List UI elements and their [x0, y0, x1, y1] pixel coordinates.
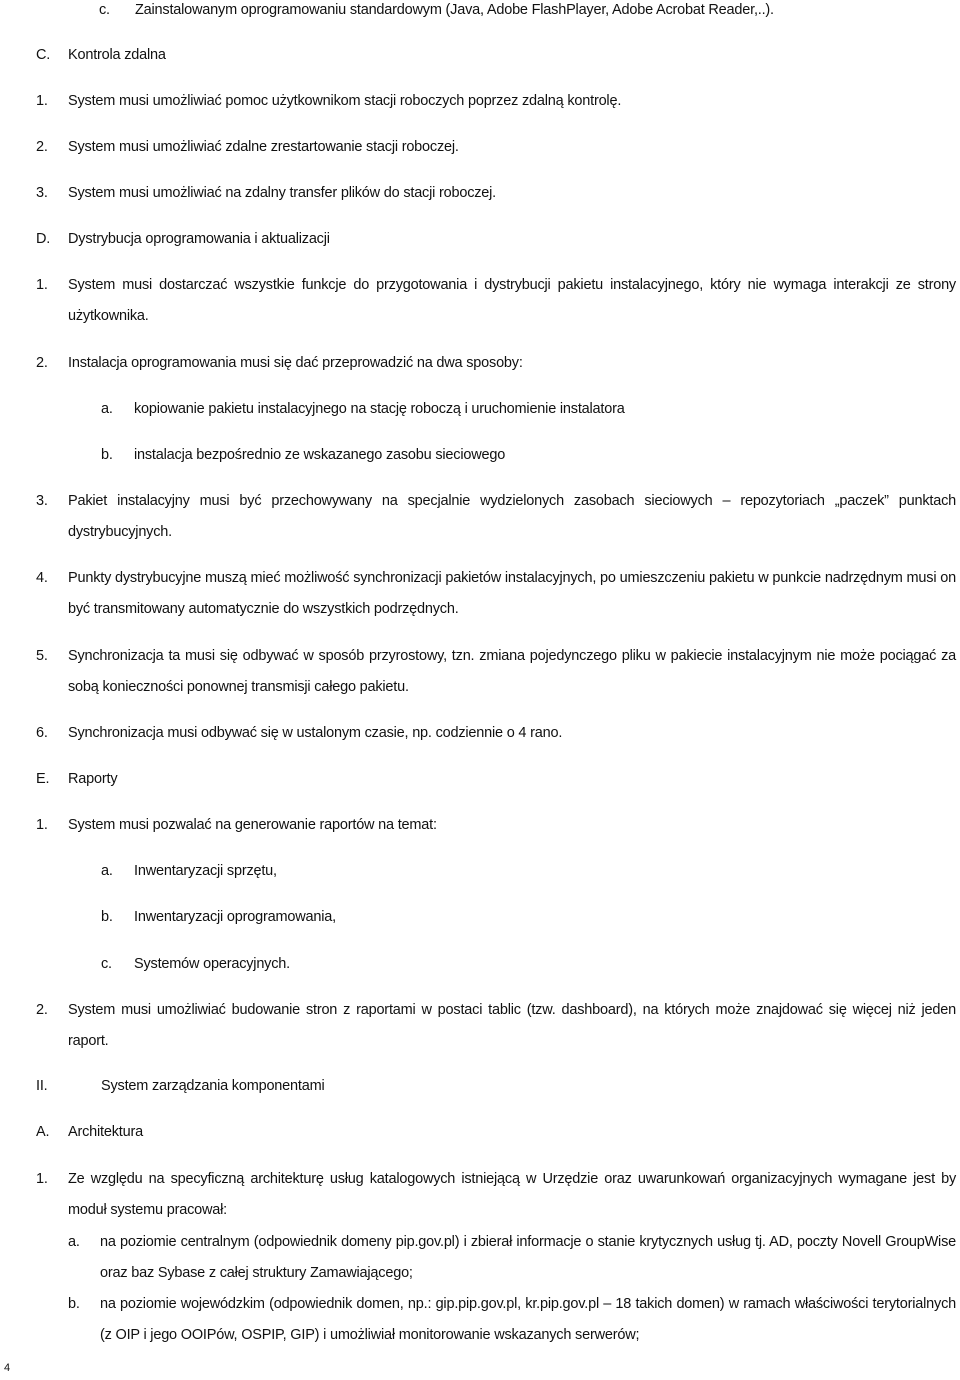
sublist-marker: a. [101, 401, 113, 417]
list-marker: 4. [36, 570, 48, 586]
list-item-text: System musi pozwalać na generowanie raportów na temat: [68, 817, 437, 833]
list-item-text: Punkty dystrybucyjne muszą mieć możliwość synchronizacji pakietów instalacyjnych, po umieszczeniu pakietu w punkcie nadrzędnym musi on być transmitowany automatycznie do wszystkich podrzędnych. [68, 570, 956, 617]
sublist-item-text: kopiowanie pakietu instalacyjnego na stację roboczą i uruchomienie instalatora [134, 401, 625, 417]
section-heading: Architektura [68, 1124, 143, 1140]
page-number: 4 [4, 1362, 10, 1374]
sublist-marker: b. [101, 447, 113, 463]
section-heading: Kontrola zdalna [68, 47, 166, 63]
sublist-item-text: Inwentaryzacji oprogramowania, [134, 909, 336, 925]
section-marker: E. [36, 771, 50, 787]
list-marker: c. [99, 2, 110, 18]
section-heading: Raporty [68, 771, 118, 787]
list-marker: 1. [36, 1171, 48, 1187]
list-item-text: System musi umożliwiać budowanie stron z raportami w postaci tablic (tzw. dashboard), na których może znajdować się więcej niż jeden raport. [68, 1002, 956, 1049]
list-item-text: Synchronizacja ta musi się odbywać w sposób przyrostowy, tzn. zmiana pojedynczego pliku w pakiecie instalacyjnym nie może pociągać za sobą konieczności ponownej transmisji całego pakietu. [68, 648, 956, 695]
sublist-item-text: na poziomie wojewódzkim (odpowiednik domen, np.: gip.pip.gov.pl, kr.pip.gov.pl – 18 takich domen) w ramach właściwości terytorialnych (z OIP i jego OOIPów, OSPIP, GIP) i umożliwiał monitorowanie wskazanych serwerów; [100, 1296, 956, 1343]
list-marker: 5. [36, 648, 48, 664]
list-marker: 1. [36, 277, 48, 293]
list-item-text: Synchronizacja musi odbywać się w ustalonym czasie, np. codziennie o 4 rano. [68, 725, 563, 741]
sublist-item-text: instalacja bezpośrednio ze wskazanego zasobu sieciowego [134, 447, 506, 463]
chapter-marker: II. [36, 1078, 48, 1094]
list-item-text: Zainstalowanym oprogramowaniu standardowym (Java, Adobe FlashPlayer, Adobe Acrobat Reader,..). [135, 2, 774, 18]
list-item-text: System musi umożliwiać pomoc użytkownikom stacji roboczych poprzez zdalną kontrolę. [68, 93, 622, 109]
list-item-text: Pakiet instalacyjny musi być przechowywany na specjalnie wydzielonych zasobach sieciowych – repozytoriach „paczek” punktach dystrybucyjnych. [68, 493, 956, 540]
section-marker: C. [36, 47, 51, 63]
list-marker: 3. [36, 493, 48, 509]
list-marker: 2. [36, 355, 48, 371]
sublist-item-text: Systemów operacyjnych. [134, 956, 290, 972]
list-marker: 1. [36, 817, 48, 833]
list-marker: 2. [36, 1002, 48, 1018]
list-marker: 2. [36, 139, 48, 155]
list-marker: 3. [36, 185, 48, 201]
sublist-marker: a. [101, 863, 113, 879]
sublist-marker: b. [68, 1296, 80, 1312]
list-item-text: Instalacja oprogramowania musi się dać przeprowadzić na dwa sposoby: [68, 355, 523, 371]
list-marker: 1. [36, 93, 48, 109]
sublist-marker: c. [101, 956, 112, 972]
sublist-marker: b. [101, 909, 113, 925]
sublist-marker: a. [68, 1234, 80, 1250]
sublist-item-text: Inwentaryzacji sprzętu, [134, 863, 277, 879]
list-item-text: System musi umożliwiać zdalne zrestartowanie stacji roboczej. [68, 139, 459, 155]
section-marker: D. [36, 231, 51, 247]
section-marker: A. [36, 1124, 50, 1140]
list-item-text: System musi dostarczać wszystkie funkcje do przygotowania i dystrybucji pakietu instalacyjnego, który nie wymaga interakcji ze strony użytkownika. [68, 277, 956, 324]
list-marker: 6. [36, 725, 48, 741]
section-heading: Dystrybucja oprogramowania i aktualizacji [68, 231, 330, 247]
sublist-item-text: na poziomie centralnym (odpowiednik domeny pip.gov.pl) i zbierał informacje o stanie krytycznych usług tj. AD, poczty Novell GroupWise oraz baz Sybase z całej struktury Zamawiającego; [100, 1234, 956, 1281]
list-item-text: Ze względu na specyficzną architekturę usług katalogowych istniejącą w Urzędzie oraz uwarunkowań organizacyjnych wymagane jest by moduł systemu pracował: [68, 1171, 956, 1218]
list-item-text: System musi umożliwiać na zdalny transfer plików do stacji roboczej. [68, 185, 497, 201]
chapter-heading: System zarządzania komponentami [101, 1078, 325, 1094]
